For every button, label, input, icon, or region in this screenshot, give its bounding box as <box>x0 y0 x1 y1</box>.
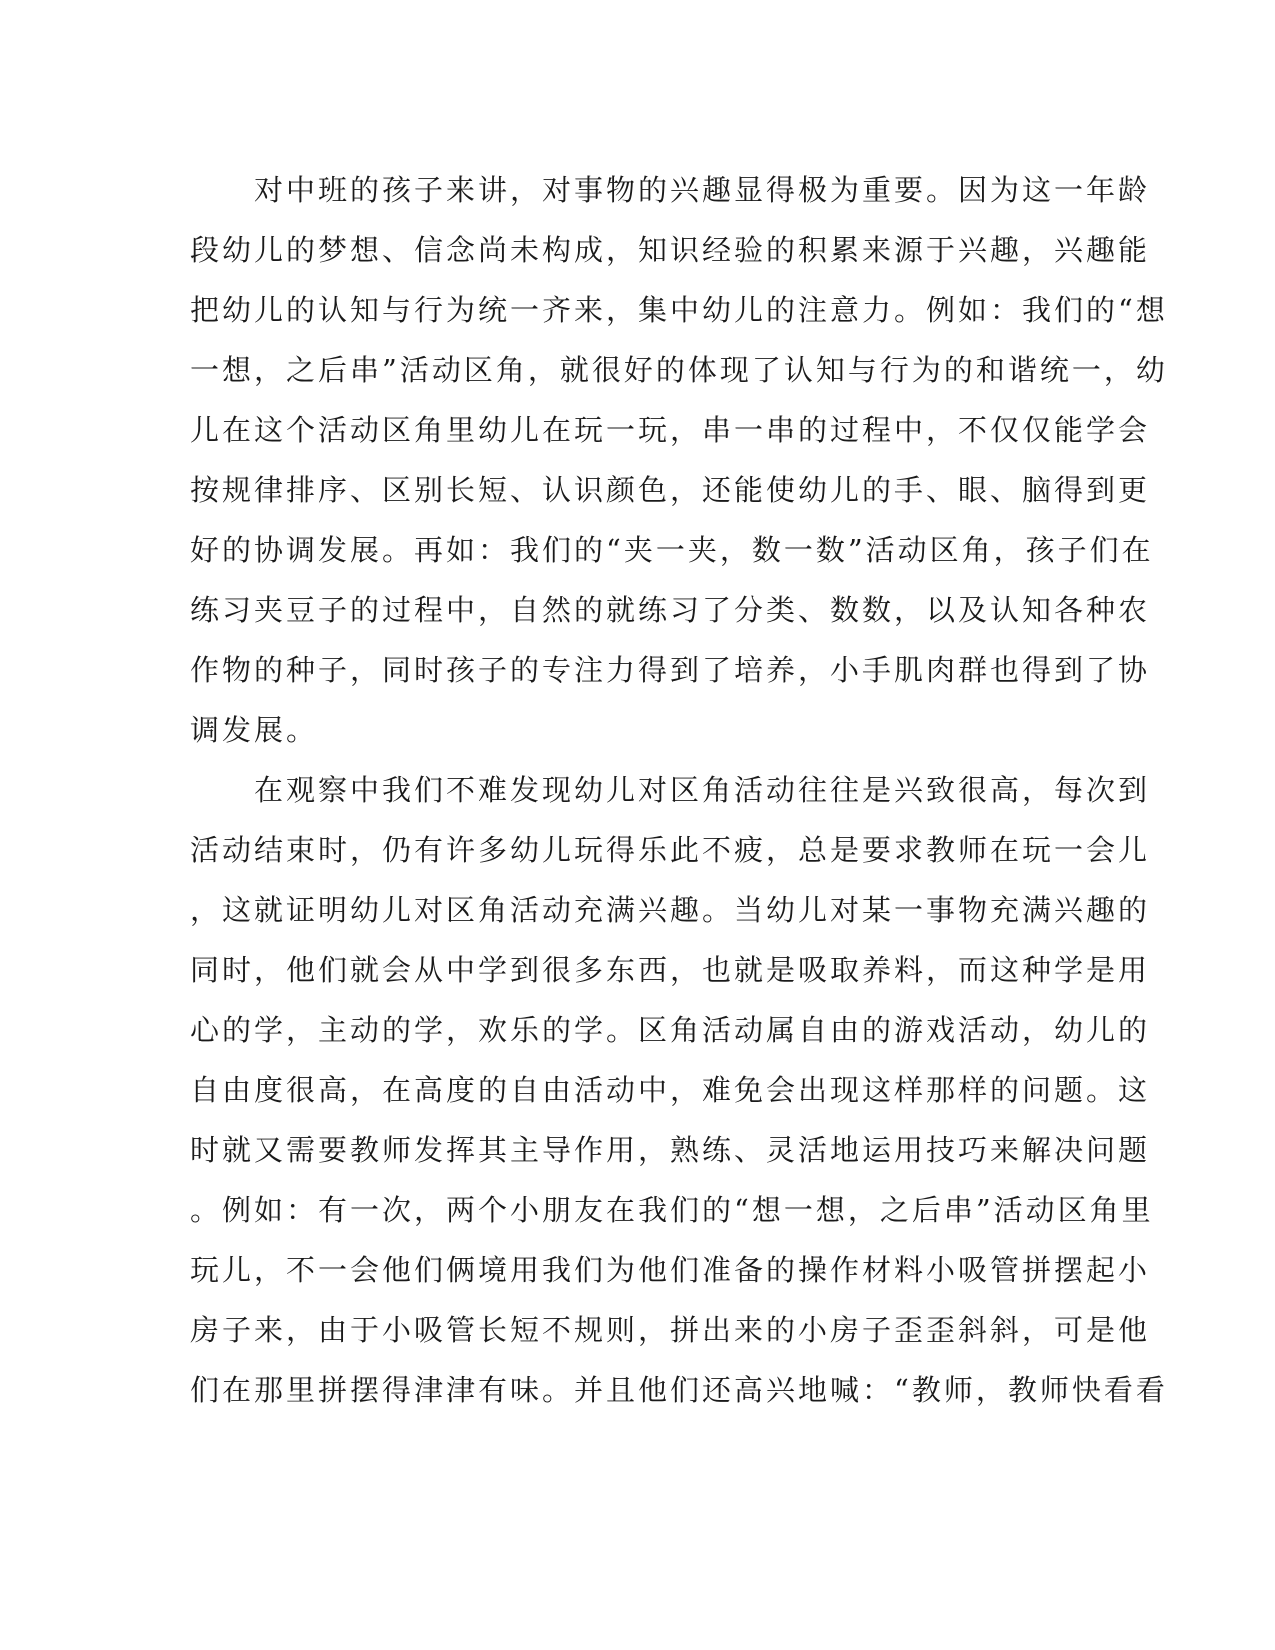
paragraph-1-line-10: 调发展。 <box>190 713 319 747</box>
paragraph-1-line-8: 练习夹豆子的过程中，自然的就练习了分类、数数，以及认知各种农 <box>190 593 1151 627</box>
paragraph-2-line-10: 房子来，由于小吸管长短不规则，拼出来的小房子歪歪斜斜，可是他 <box>190 1313 1151 1347</box>
paragraph-1-line-4: 一想，之后串”活动区角，就很好的体现了认知与行为的和谐统一，幼 <box>190 353 1168 387</box>
paragraph-1-line-9: 作物的种子，同时孩子的专注力得到了培养，小手肌肉群也得到了协 <box>190 653 1151 687</box>
paragraph-2-line-2: 活动结束时，仍有许多幼儿玩得乐此不疲，总是要求教师在玩一会儿 <box>190 833 1151 867</box>
paragraph-2-line-1: 在观察中我们不难发现幼儿对区角活动往往是兴致很高，每次到 <box>254 773 1151 807</box>
paragraph-1-line-7: 好的协调发展。再如：我们的“夹一夹，数一数”活动区角，孩子们在 <box>190 533 1154 567</box>
paragraph-1-line-1: 对中班的孩子来讲，对事物的兴趣显得极为重要。因为这一年龄 <box>254 173 1151 207</box>
paragraph-2-line-4: 同时，他们就会从中学到很多东西，也就是吸取养料，而这种学是用 <box>190 953 1151 987</box>
paragraph-1-line-2: 段幼儿的梦想、信念尚未构成，知识经验的积累来源于兴趣，兴趣能 <box>190 233 1151 267</box>
paragraph-1-line-6: 按规律排序、区别长短、认识颜色，还能使幼儿的手、眼、脑得到更 <box>190 473 1151 507</box>
paragraph-2-line-7: 时就又需要教师发挥其主导作用，熟练、灵活地运用技巧来解决问题 <box>190 1133 1151 1167</box>
paragraph-2-line-3: ，这就证明幼儿对区角活动充满兴趣。当幼儿对某一事物充满兴趣的 <box>190 893 1151 927</box>
paragraph-2-line-5: 心的学，主动的学，欢乐的学。区角活动属自由的游戏活动，幼儿的 <box>190 1013 1151 1047</box>
paragraph-2-line-6: 自由度很高，在高度的自由活动中，难免会出现这样那样的问题。这 <box>190 1073 1151 1107</box>
paragraph-1-line-3: 把幼儿的认知与行为统一齐来，集中幼儿的注意力。例如：我们的“想 <box>190 293 1168 327</box>
paragraph-2-line-9: 玩儿，不一会他们俩境用我们为他们准备的操作材料小吸管拼摆起小 <box>190 1253 1151 1287</box>
paragraph-2-line-8: 。例如：有一次，两个小朋友在我们的“想一想，之后串”活动区角里 <box>190 1193 1154 1227</box>
paragraph-1-line-5: 儿在这个活动区角里幼儿在玩一玩，串一串的过程中，不仅仅能学会 <box>190 413 1151 447</box>
document-body <box>190 160 1168 1420</box>
paragraph-2-line-11: 们在那里拼摆得津津有味。并且他们还高兴地喊：“教师，教师快看看 <box>190 1373 1168 1407</box>
